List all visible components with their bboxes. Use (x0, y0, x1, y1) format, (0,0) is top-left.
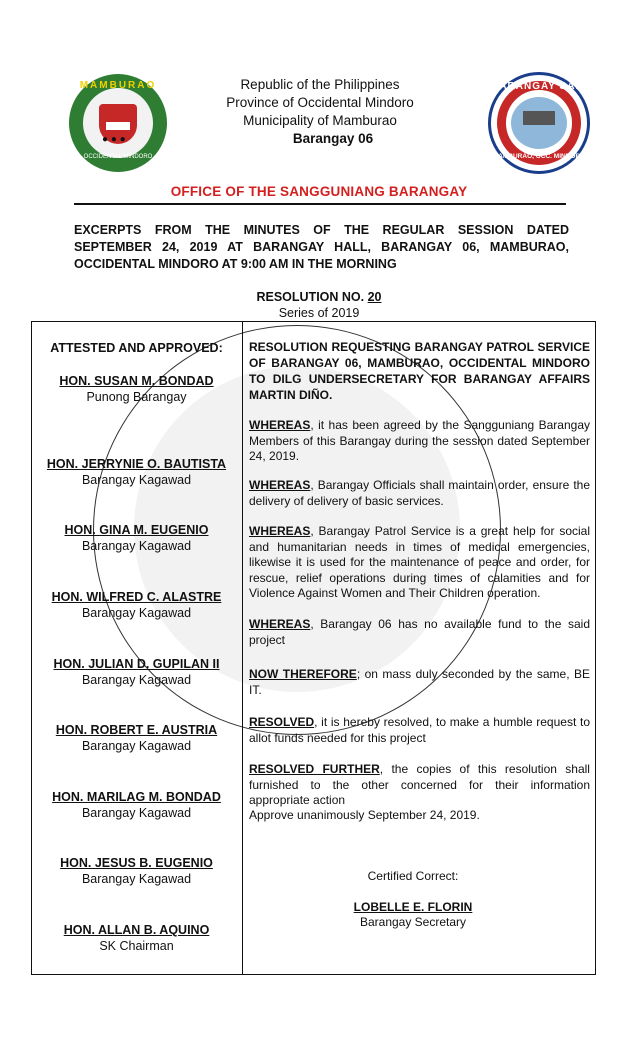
office-title: OFFICE OF THE SANGGUNIANG BARANGAY (170, 184, 468, 199)
body-paragraph (249, 478, 590, 509)
resolution-number-value: 20 (367, 290, 382, 304)
official-position: Barangay Kagawad (81, 473, 192, 487)
paragraph-text: , Barangay 06 has no available fund to the said project (249, 617, 590, 647)
body-paragraph (249, 617, 590, 648)
official-name: HON. ROBERT E. AUSTRIA (55, 723, 218, 737)
seal-bottom-text: MAMBURAO, OCC. MINDORO (492, 153, 586, 160)
seal-dots: ● ● ● (102, 134, 126, 145)
official-name: HON. JULIAN D. GUPILAN II (53, 657, 220, 671)
secretary-name: LOBELLE E. FLORIN (353, 900, 473, 914)
paragraph-lead: NOW THEREFORE (249, 667, 357, 681)
body-paragraph (249, 762, 590, 809)
seal-bottom-text: OCCIDENTAL MINDORO (83, 154, 153, 160)
official-position: Barangay Kagawad (81, 606, 192, 620)
paragraph-text: , Barangay Officials shall maintain order, ensure the delivery of delivery of basic services. (249, 478, 590, 508)
official-position: Barangay Kagawad (81, 539, 192, 553)
body-paragraph (249, 808, 590, 824)
official-entry (31, 657, 242, 687)
official-name: HON. GINA M. EUGENIO (64, 523, 209, 537)
official-position: Barangay Kagawad (81, 806, 192, 820)
official-name: HON. JERRYNIE O. BAUTISTA (46, 457, 227, 471)
barangay-sais-seal (488, 72, 590, 174)
body-paragraph (249, 715, 590, 746)
official-name: HON. MARILAG M. BONDAD (52, 790, 221, 804)
official-entry (31, 856, 242, 886)
paragraph-lead: RESOLVED (249, 715, 315, 729)
paragraph-lead: WHEREAS (249, 617, 311, 631)
paragraph-text: , the copies of this resolution shall furnished to the other concerned for their information appropriate action (249, 762, 590, 807)
secretary-position: Barangay Secretary (359, 915, 467, 929)
official-entry (31, 790, 242, 820)
paragraph-text: Approve unanimously September 24, 2019. (249, 808, 480, 822)
certified-label: Certified Correct: (367, 869, 459, 883)
paragraph-lead: WHEREAS (249, 478, 311, 492)
paragraph-lead: RESOLVED FURTHER (249, 762, 380, 776)
chevron-icon (106, 122, 130, 130)
official-entry (31, 457, 242, 487)
official-name: HON. WILFRED C. ALASTRE (51, 590, 222, 604)
resolution-label: RESOLUTION NO. (256, 290, 368, 304)
official-position: Barangay Kagawad (81, 673, 192, 687)
official-entry (31, 590, 242, 620)
paragraph-lead: WHEREAS (249, 418, 311, 432)
body-paragraph (249, 418, 590, 465)
document-header (150, 76, 490, 148)
paragraph-text: , it is hereby resolved, to make a humble request to allot funds needed for this project (249, 715, 590, 745)
official-position: Barangay Kagawad (81, 739, 192, 753)
paragraph-text: ; on mass duly seconded by the same, BE IT. (249, 667, 591, 697)
building-icon (523, 111, 555, 125)
header-line-republic: Republic of the Philippines (240, 77, 400, 92)
resolution-series: Series of 2019 (278, 306, 360, 320)
title-divider (74, 203, 566, 205)
resolution-title: RESOLUTION REQUESTING BARANGAY PATROL SERVICE OF BARANGAY 06, MAMBURAO, OCCIDENTAL MINDORO TO DILG UNDERSECRETARY FOR BARANGAY AFFAIRS MARTIN DIÑO. (249, 340, 590, 402)
official-entry (31, 523, 242, 553)
header-line-municipality: Municipality of Mamburao (243, 113, 397, 128)
header-line-province: Province of Occidental Mindoro (226, 95, 414, 110)
body-paragraph (249, 524, 590, 602)
paragraph-text: , Barangay Patrol Service is a great help for social and humanitarian needs in times of medical emergencies, likewise it is used for the maintenance of peace and order, for rescue, relief operations during times of calamities and for Violence Against Women and Their Children operation. (249, 524, 590, 600)
body-paragraph (249, 667, 590, 698)
official-entry (31, 723, 242, 753)
paragraph-text: , it has been agreed by the Sangguniang Barangay Members of this Barangay during the session dated September 24, 2019. (249, 418, 590, 463)
official-name: HON. JESUS B. EUGENIO (60, 856, 213, 870)
excerpt-heading: EXCERPTS FROM THE MINUTES OF THE REGULAR SESSION DATED SEPTEMBER 24, 2019 AT BARANGAY HALL, BARANGAY 06, MAMBURAO, OCCIDENTAL MINDORO AT 9:00 AM IN THE MORNING (74, 223, 569, 271)
attested-label: ATTESTED AND APPROVED: (50, 341, 223, 355)
header-line-barangay: Barangay 06 (292, 131, 374, 146)
resolution-number (0, 290, 638, 304)
seal-top-text: MAMBURAO (79, 80, 157, 91)
seal-top-text: BARANGAY SAIS (491, 81, 587, 92)
official-position: Barangay Kagawad (81, 872, 192, 886)
official-position: SK Chairman (99, 939, 174, 953)
paragraph-lead: WHEREAS (249, 524, 311, 538)
official-position: Punong Barangay (86, 390, 187, 404)
official-entry (31, 923, 242, 953)
official-name: HON. ALLAN B. AQUINO (63, 923, 210, 937)
official-entry (31, 374, 242, 404)
official-name: HON. SUSAN M. BONDAD (59, 374, 214, 388)
